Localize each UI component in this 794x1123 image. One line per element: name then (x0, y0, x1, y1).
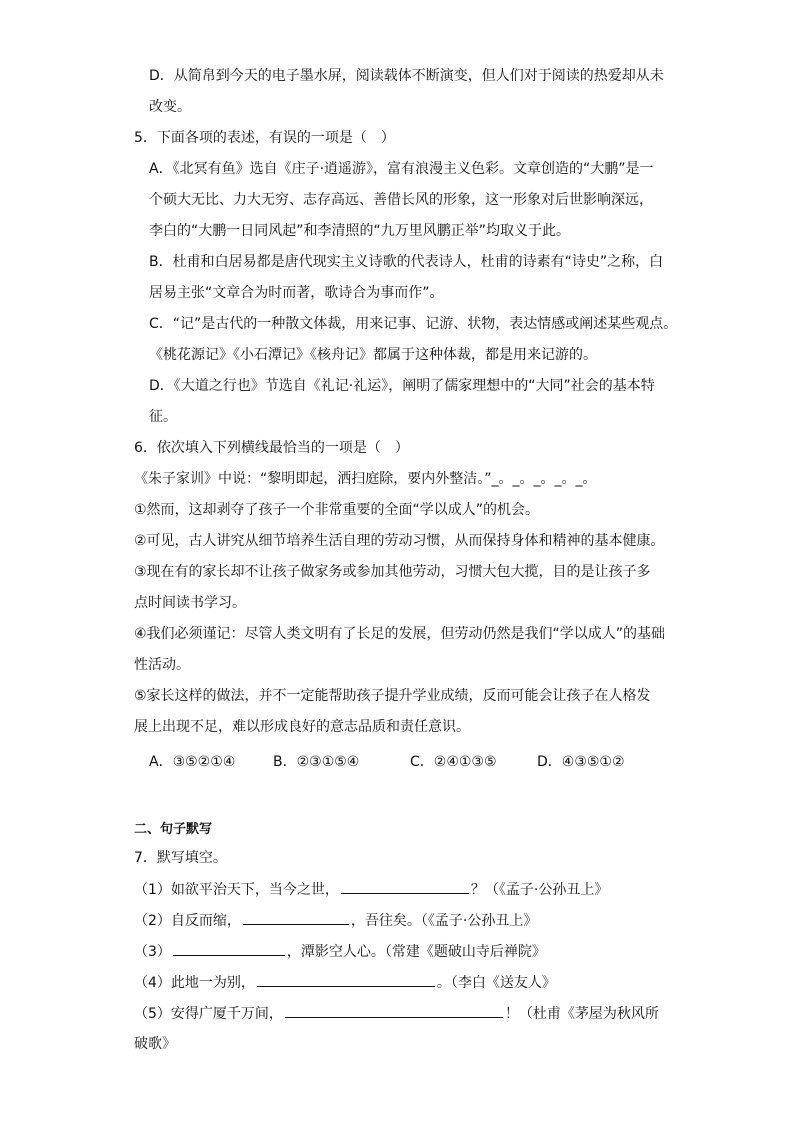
q5-option-c-line2: 《桃花源记》《小石潭记》《核舟记》都属于这种体裁，都是用来记游的。 (149, 347, 597, 363)
q6-sentence-1: ①然而，这却剥夺了孩子一个非常重要的全面“学以成人”的机会。 (134, 502, 540, 518)
q5-option-d-line2: 征。 (149, 409, 177, 425)
q4-option-d-line1: D．从简帛到今天的电子墨水屏，阅读载体不断演变，但人们对于阅读的热爱却从未 (149, 68, 664, 84)
q6-sentence-3-line2: 点时间读书学习。 (134, 595, 246, 611)
answer-blank-3[interactable] (173, 941, 285, 956)
q5-option-a-line3: 李白的“大鹏一日同风起”和李清照的“九万里风鹏正举”均取义于此。 (149, 223, 571, 239)
q6-sentence-2: ②可见，古人讲究从细节培养生活自理的劳动习惯，从而保持身体和精神的基本健康。 (134, 533, 665, 549)
q7-item-5-continued: 破歌》 (134, 1036, 176, 1052)
q6-sentence-5-line1: ⑤家长这样的做法，并不一定能帮助孩子提升学业成绩，反而可能会让孩子在人格发 (134, 688, 651, 704)
q7-item-4-prefix: （4）此地一为别， (134, 975, 255, 991)
answer-blank-2[interactable] (243, 910, 349, 925)
answer-blank-1[interactable] (341, 879, 469, 894)
q7-item-2 (134, 910, 537, 931)
section-heading: 二、句子默写 (134, 822, 213, 837)
q5-stem: 5．下面各项的表述，有误的一项是（ ） (134, 130, 395, 146)
q7-stem: 7．默写填空。 (134, 850, 227, 866)
answer-blank-4[interactable] (257, 972, 435, 987)
q4-option-d-line2: 改变。 (149, 99, 191, 115)
answer-blank-5[interactable] (285, 1003, 503, 1018)
q5-option-c-line1: C．“记”是古代的一种散文体裁，用来记事、记游、状物，表达情感或阐述某些观点。 (149, 316, 678, 332)
q6-sentence-4-line2: 性活动。 (134, 657, 190, 673)
q5-option-b-line1: B．杜甫和白居易都是唐代现实主义诗歌的代表诗人，杜甫的诗素有“诗史”之称，白 (149, 254, 664, 270)
q6-sentence-4-line1: ④我们必须谨记：尽管人类文明有了长足的发展，但劳动仍然是我们“学以成人”的基础 (134, 626, 666, 642)
q7-item-3-prefix: （3） (134, 944, 171, 960)
q7-item-2-suffix: ，吾往矣。（《孟子·公孙丑上》 (350, 913, 538, 929)
q7-item-1-prefix: （1）如欲平治天下，当今之世， (134, 882, 339, 898)
q6-option-c: C．②④①③⑤ (410, 754, 497, 770)
q7-item-1 (134, 879, 608, 900)
q6-stem: 6．依次填入下列横线最恰当的一项是（ ） (134, 440, 409, 456)
q6-quote: 《朱子家训》中说：“黎明即起，洒扫庭除，要内外整洁。”_。_。_。_。_。 (134, 471, 597, 487)
q6-sentence-5-line2: 展上出现不足，难以形成良好的意志品质和责任意识。 (134, 719, 470, 735)
q6-sentence-3-line1: ③现在有的家长却不让孩子做家务或参加其他劳动，习惯大包大揽，目的是让孩子多 (134, 564, 651, 580)
q5-option-d-line1: D．《大道之行也》节选自《礼记·礼运》，阐明了儒家理想中的“大同”社会的基本特 (149, 378, 655, 394)
q7-item-4 (134, 972, 556, 993)
q7-item-5-prefix: （5）安得广厦千万间， (134, 1006, 283, 1022)
q7-item-2-prefix: （2）自反而缩， (134, 913, 241, 929)
q5-option-a-line2: 个硕大无比、力大无穷、志存高远、善借长风的形象，这一形象对后世影响深远， (149, 192, 653, 208)
q5-option-a-line1: A．《北冥有鱼》选自《庄子·逍遥游》，富有浪漫主义色彩。文章创造的“大鹏”是一 (149, 161, 654, 177)
q7-item-1-suffix: ？（《孟子·公孙丑上》 (470, 882, 609, 898)
q6-options (149, 752, 625, 772)
q6-option-a: A．③⑤②①④ (149, 754, 236, 770)
q6-option-b: B．②③①⑤④ (273, 754, 360, 770)
q7-item-5 (134, 1003, 659, 1024)
q7-item-4-suffix: 。（李白《送友人》 (436, 975, 556, 991)
q7-item-3 (134, 941, 546, 962)
q7-item-3-suffix: ，潭影空人心。（常建《题破山寺后禅院》 (286, 944, 546, 960)
q5-option-b-line2: 居易主张“文章合为时而著，歌诗合为事而作”。 (149, 285, 444, 301)
q7-item-5-suffix: ！（杜甫《茅屋为秋风所 (504, 1006, 659, 1022)
q6-option-d: D．④③⑤①② (537, 754, 625, 770)
